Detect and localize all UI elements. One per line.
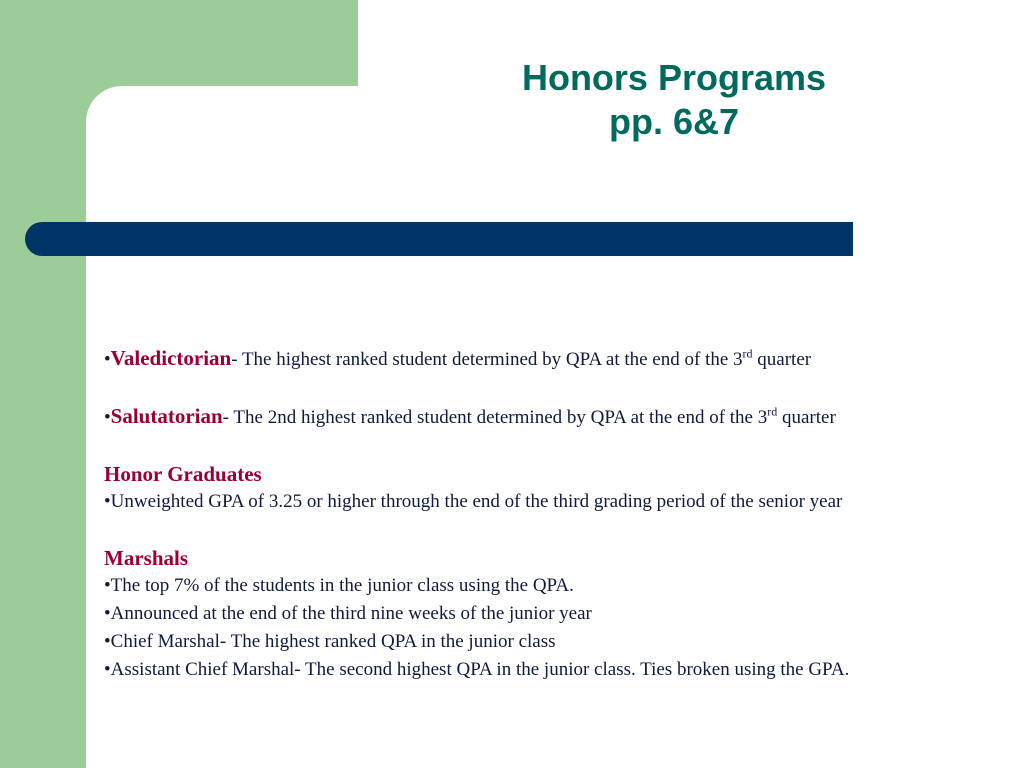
marshals-item-text: Chief Marshal- The highest ranked QPA in the junior class [110, 631, 556, 652]
honor-graduates-item [104, 488, 1019, 516]
marshals-item-text: Announced at the end of the third nine weeks of the junior year [110, 603, 592, 624]
salutatorian-line [104, 402, 1019, 432]
bullet: • [104, 603, 111, 624]
salutatorian-text: - The 2nd highest ranked student determined by QPA at the end of the 3 [222, 407, 768, 428]
marshals-item [104, 628, 1019, 656]
honor-graduates-item-text: Unweighted GPA of 3.25 or higher through the end of the third grading period of the senior year [110, 491, 843, 512]
valedictorian-term: Valedictorian [110, 346, 232, 370]
marshals-item-text: The top 7% of the students in the junior class using the QPA. [110, 575, 574, 596]
marshals-item [104, 572, 1019, 600]
slide-body [104, 344, 1019, 684]
valedictorian-line [104, 344, 1019, 374]
honor-graduates-heading: Honor Graduates [104, 462, 262, 486]
salutatorian-sup: rd [767, 404, 778, 419]
salutatorian-suffix: quarter [777, 407, 836, 428]
salutatorian-term: Salutatorian [110, 404, 223, 428]
marshals-item-text: Assistant Chief Marshal- The second highest QPA in the junior class. Ties broken using the GPA. [110, 659, 850, 680]
spacer [104, 374, 1019, 402]
valedictorian-sup: rd [742, 346, 753, 361]
bullet: • [104, 491, 111, 512]
bullet: • [104, 349, 111, 370]
valedictorian-text: - The highest ranked student determined by QPA at the end of the 3 [231, 349, 743, 370]
bullet: • [104, 659, 111, 680]
title-line-1: Honors Programs [521, 57, 827, 98]
title-divider-bar [25, 222, 853, 256]
valedictorian-suffix: quarter [752, 349, 812, 370]
slide-title [424, 56, 924, 144]
title-line-2: pp. 6&7 [608, 101, 740, 142]
bullet: • [104, 631, 111, 652]
bullet: • [104, 407, 111, 428]
marshals-item [104, 656, 1019, 684]
spacer [104, 432, 1019, 460]
bullet: • [104, 575, 111, 596]
marshals-item [104, 600, 1019, 628]
marshals-heading: Marshals [104, 546, 188, 570]
spacer [104, 516, 1019, 544]
